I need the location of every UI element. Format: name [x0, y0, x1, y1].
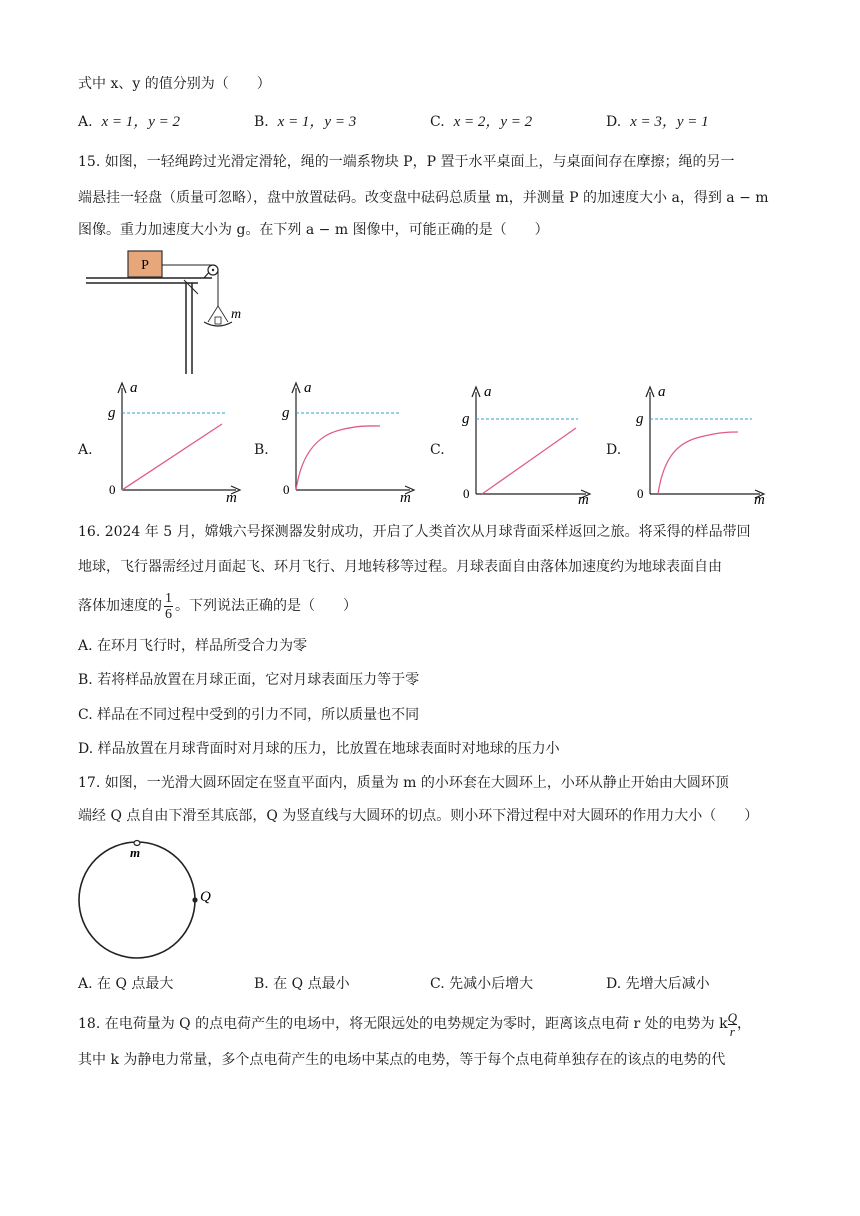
option-text: x = 1，y = 3 — [277, 114, 357, 130]
graph-d-origin: 0 — [637, 486, 644, 501]
point-q — [192, 897, 197, 902]
graph-a-g-label: g — [108, 405, 116, 421]
q14-option-a[interactable] — [78, 112, 180, 132]
q17-option-b[interactable]: B. 在 Q 点最小 — [254, 976, 350, 992]
graph-d-g-label: g — [636, 411, 644, 427]
q16-option-c[interactable]: C. 样品在不同过程中受到的引力不同，所以质量也不同 — [78, 707, 420, 723]
q15-option-c-label[interactable]: C. — [430, 442, 445, 458]
q15-option-b-label[interactable]: B. — [254, 442, 269, 458]
q16-stem-line3 — [78, 588, 357, 624]
fraction-denominator: 6 — [165, 606, 172, 622]
graph-a-x-axis-label: m — [226, 490, 237, 506]
q18-stem-line2: 其中 k 为静电力常量，多个点电荷产生的电场中某点的电势，等于每个点电荷单独存在的该点的电势的代 — [78, 1052, 726, 1068]
graph-a-y-axis-label: a — [130, 380, 138, 396]
q15-graph-c — [456, 384, 596, 508]
option-text: x = 3，y = 1 — [630, 114, 709, 130]
graph-d-curve — [658, 432, 738, 494]
q15-graph-b — [280, 380, 420, 506]
q16-option-a[interactable]: A. 在环月飞行时，样品所受合力为零 — [78, 638, 308, 654]
graph-c-curve — [482, 428, 576, 494]
q18-stem-line1-post: ， — [737, 1016, 752, 1032]
option-text: x = 1，y = 2 — [101, 114, 181, 130]
option-label: D. — [606, 114, 622, 130]
q14-option-b[interactable] — [254, 112, 356, 132]
fraction-numerator: 1 — [165, 590, 172, 606]
graph-b-curve — [296, 426, 380, 490]
small-ring-label: m — [130, 845, 141, 860]
fraction-denominator: r — [729, 1023, 735, 1039]
q17-stem-line1: 17. 如图，一光滑大圆环固定在竖直平面内，质量为 m 的小环套在大圆环上，小环从静止开始由大圆环顶 — [78, 775, 729, 791]
mass-label: m — [231, 307, 242, 322]
option-text: x = 2，y = 2 — [453, 114, 533, 130]
q15-stem-line1: 15. 如图，一轻绳跨过光滑定滑轮，绳的一端系物块 P，P 置于水平桌面上，与桌面间存在摩擦；绳的另一 — [78, 154, 735, 170]
q15-graph-a — [106, 380, 246, 506]
option-label: A. — [78, 114, 93, 130]
q17-option-d[interactable]: D. 先增大后减小 — [606, 976, 710, 992]
q17-stem-line2: 端经 Q 点自由下滑至其底部，Q 为竖直线与大圆环的切点。则小环下滑过程中对大圆环的作用力大小（ ） — [78, 808, 759, 824]
graph-a-curve — [122, 424, 222, 490]
q17-option-c[interactable]: C. 先减小后增大 — [430, 976, 534, 992]
q14-option-d[interactable] — [606, 112, 709, 132]
graph-d-x-axis-label: m — [754, 492, 765, 508]
graph-b-y-axis-label: a — [304, 380, 312, 396]
q16-stem-line1: 16. 2024 年 5 月，嫦娥六号探测器发射成功，开启了人类首次从月球背面采样返回之旅。将采得的样品带回 — [78, 524, 751, 540]
q15-graph-d — [630, 384, 770, 508]
graph-c-y-axis-label: a — [484, 384, 492, 400]
fraction-numerator: Q — [727, 1009, 738, 1025]
q14-option-c[interactable] — [430, 112, 532, 132]
q14-stem: 式中 x、y 的值分别为（ ） — [78, 76, 271, 92]
q15-option-a-label[interactable]: A. — [78, 442, 93, 458]
q16-option-d[interactable]: D. 样品放置在月球背面时对月球的压力，比放置在地球表面时对地球的压力小 — [78, 741, 560, 757]
q17-option-a[interactable]: A. 在 Q 点最大 — [78, 976, 174, 992]
q17-ring-figure — [78, 838, 228, 962]
fraction-q-over-r — [728, 1011, 737, 1038]
graph-a-origin: 0 — [109, 482, 116, 497]
graph-c-g-label: g — [462, 411, 470, 427]
graph-c-x-axis-label: m — [578, 492, 589, 508]
q18-stem-line1 — [78, 1006, 751, 1042]
q15-option-d-label[interactable]: D. — [606, 442, 622, 458]
q18-stem-line1-pre: 18. 在电荷量为 Q 的点电荷产生的电场中，将无限远处的电势规定为零时，距离该点电荷 r 处的电势为 k — [78, 1016, 728, 1032]
graph-d-y-axis-label: a — [658, 384, 666, 400]
option-label: B. — [254, 114, 269, 130]
graph-b-origin: 0 — [283, 482, 290, 497]
q16-stem-line2: 地球，飞行器需经过月面起飞、环月飞行、月地转移等过程。月球表面自由落体加速度约为地球表面自由 — [78, 559, 722, 575]
q16-option-b[interactable]: B. 若将样品放置在月球正面，它对月球表面压力等于零 — [78, 672, 420, 688]
q16-stem-line3-pre: 落体加速度的 — [78, 598, 162, 614]
q15-apparatus-figure — [78, 250, 258, 378]
q15-stem-line2: 端悬挂一轻盘（质量可忽略），盘中放置砝码。改变盘中砝码总质量 m，并测量 P 的加速度大小 a，得到 a − m — [78, 190, 769, 206]
graph-b-g-label: g — [282, 405, 290, 421]
q15-stem-line3: 图像。重力加速度大小为 g。在下列 a − m 图像中，可能正确的是（ ） — [78, 222, 549, 238]
q16-stem-line3-post: 。下列说法正确的是（ ） — [175, 598, 357, 614]
option-label: C. — [430, 114, 445, 130]
graph-b-x-axis-label: m — [400, 490, 411, 506]
point-q-label: Q — [200, 889, 211, 905]
weight-mass — [215, 317, 221, 324]
block-p-label: P — [141, 258, 149, 273]
fraction-one-sixth — [164, 591, 173, 622]
graph-c-origin: 0 — [463, 486, 470, 501]
